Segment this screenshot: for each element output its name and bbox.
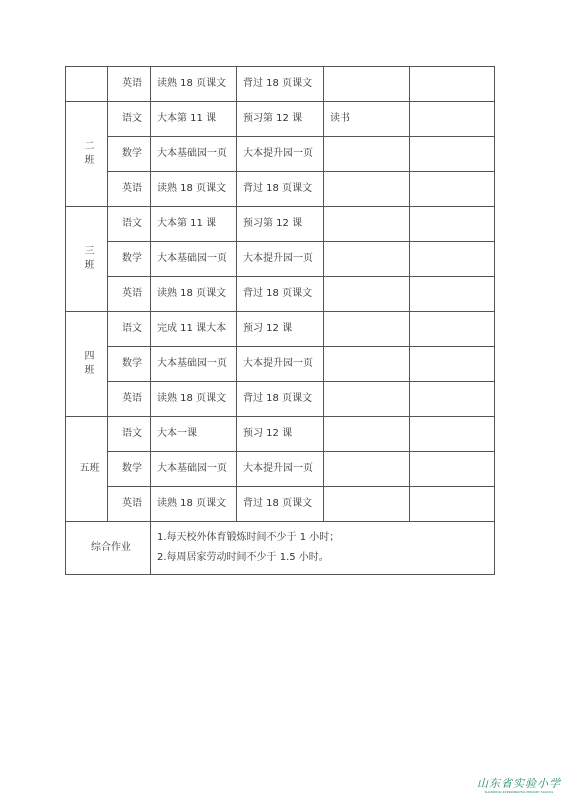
task-cell: 大本提升园一页 [237, 242, 324, 277]
table-row [66, 137, 495, 172]
subject-cell: 数学 [108, 347, 151, 382]
task-cell: 背过 18 页课文 [237, 382, 324, 417]
task-cell [410, 172, 495, 207]
table-row [66, 277, 495, 312]
table-row [66, 67, 495, 102]
comprehensive-label: 综合作业 [66, 522, 151, 575]
subject-cell: 语文 [108, 312, 151, 347]
task-cell: 背过 18 页课文 [237, 487, 324, 522]
comprehensive-content [151, 522, 495, 575]
task-cell: 大本基础园一页 [151, 242, 237, 277]
task-cell [324, 137, 410, 172]
table-row [66, 312, 495, 347]
task-cell: 大本基础园一页 [151, 347, 237, 382]
task-cell [410, 277, 495, 312]
subject-cell: 数学 [108, 137, 151, 172]
logo-english: SHANDONG EXPERIMENTAL PRIMARY SCHOOL [484, 790, 554, 794]
task-cell: 预习第 12 课 [237, 207, 324, 242]
task-cell [410, 242, 495, 277]
subject-cell: 数学 [108, 452, 151, 487]
task-cell: 预习 12 课 [237, 417, 324, 452]
task-cell [324, 242, 410, 277]
task-cell: 完成 11 课大本 [151, 312, 237, 347]
subject-cell: 数学 [108, 242, 151, 277]
task-cell [410, 137, 495, 172]
logo-name: 山东省实验小学 [477, 777, 561, 790]
task-cell: 大本第 11 课 [151, 102, 237, 137]
subject-cell: 语文 [108, 417, 151, 452]
task-cell [324, 347, 410, 382]
task-cell: 大本基础园一页 [151, 137, 237, 172]
task-cell [410, 382, 495, 417]
task-cell [410, 417, 495, 452]
subject-cell: 语文 [108, 207, 151, 242]
task-cell: 读熟 18 页课文 [151, 277, 237, 312]
subject-cell: 英语 [108, 172, 151, 207]
class-label: 五班 [66, 417, 108, 522]
task-cell [410, 347, 495, 382]
table-row [66, 242, 495, 277]
subject-cell: 英语 [108, 67, 151, 102]
task-cell [410, 487, 495, 522]
table-row [66, 172, 495, 207]
task-cell: 大本提升园一页 [237, 347, 324, 382]
task-cell [324, 382, 410, 417]
homework-table [65, 66, 495, 575]
class-label: 四 班 [66, 312, 108, 417]
task-cell [410, 102, 495, 137]
task-cell: 背过 18 页课文 [237, 67, 324, 102]
class-label: 二 班 [66, 102, 108, 207]
comprehensive-line: 1.每天校外体育锻炼时间不少于 1 小时； [157, 532, 340, 543]
task-cell: 读熟 18 页课文 [151, 487, 237, 522]
task-cell [324, 487, 410, 522]
task-cell [324, 277, 410, 312]
task-cell: 读书 [324, 102, 410, 137]
table-row [66, 102, 495, 137]
task-cell [324, 312, 410, 347]
subject-cell: 英语 [108, 382, 151, 417]
subject-cell: 英语 [108, 487, 151, 522]
task-cell: 读熟 18 页课文 [151, 67, 237, 102]
table-row [66, 417, 495, 452]
task-cell: 大本提升园一页 [237, 137, 324, 172]
task-cell: 预习第 12 课 [237, 102, 324, 137]
task-cell: 预习 12 课 [237, 312, 324, 347]
task-cell: 大本一课 [151, 417, 237, 452]
task-cell [324, 207, 410, 242]
comprehensive-line: 2.每周居家劳动时间不少于 1.5 小时。 [157, 552, 329, 563]
task-cell [410, 452, 495, 487]
task-cell: 大本基础园一页 [151, 452, 237, 487]
task-cell [324, 172, 410, 207]
task-cell: 大本提升园一页 [237, 452, 324, 487]
task-cell: 读熟 18 页课文 [151, 382, 237, 417]
task-cell [324, 67, 410, 102]
task-cell [410, 312, 495, 347]
table-row [66, 207, 495, 242]
table-row [66, 487, 495, 522]
school-logo [474, 777, 564, 794]
table-row [66, 382, 495, 417]
table-row [66, 347, 495, 382]
task-cell: 背过 18 页课文 [237, 277, 324, 312]
task-cell [410, 67, 495, 102]
subject-cell: 语文 [108, 102, 151, 137]
class-label: 三 班 [66, 207, 108, 312]
class-cell [66, 67, 108, 102]
comprehensive-row [66, 522, 495, 575]
task-cell [324, 452, 410, 487]
task-cell [324, 417, 410, 452]
table-row [66, 452, 495, 487]
task-cell [410, 207, 495, 242]
subject-cell: 英语 [108, 277, 151, 312]
task-cell: 背过 18 页课文 [237, 172, 324, 207]
task-cell: 大本第 11 课 [151, 207, 237, 242]
task-cell: 读熟 18 页课文 [151, 172, 237, 207]
